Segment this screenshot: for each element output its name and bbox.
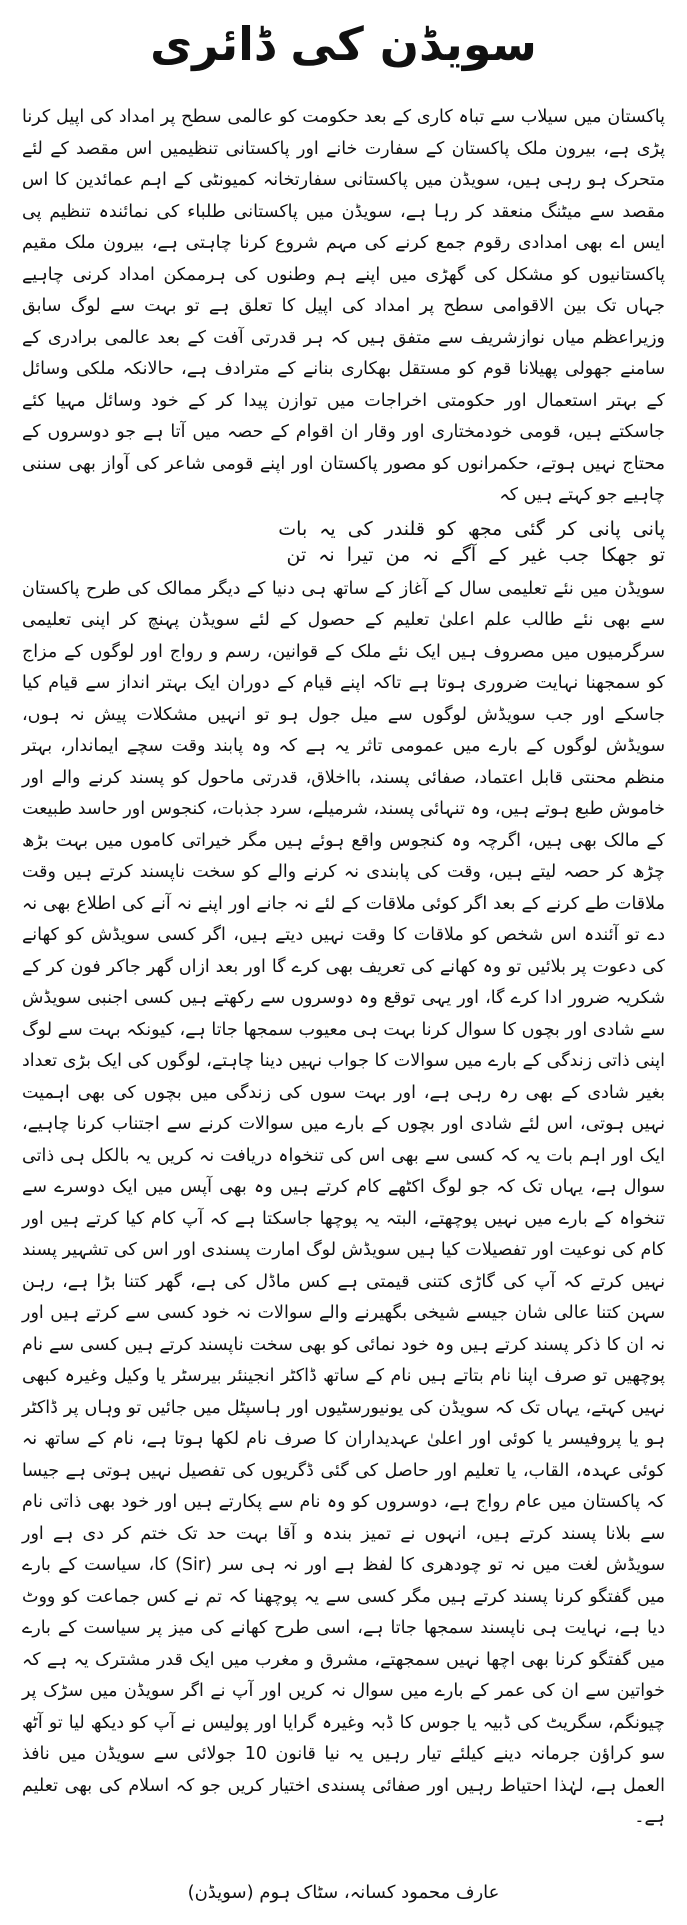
verse-line-1: پانی پانی کر گئی مجھ کو قلندر کی یہ بات xyxy=(278,517,665,540)
paragraph-flood-appeal: پاکستان میں سیلاب سے تباہ کاری کے بعد حکومت کو عالمی سطح پر امداد کی اپیل کرنا پڑی ہے، بیرون ملک پاکستان کے سفارت خانے اور پاکستانی تنظیمیں اس مقصد کے لئے متحرک ہو رہی ہیں، سویڈن میں پاکستانی سفارتخانہ کمیونٹی کے اہم عمائدین کا اس مقصد سے میٹنگ منعقد کر رہا ہے، سویڈن میں پاکستانی طلباء کی نمائندہ تنظیم پی ایس اے بھی امدادی رقوم جمع کرنے کی مہم شروع کرنا چاہتی ہے، بیرون ملک مقیم پاکستانیوں کو مشکل کی گھڑی میں اپنے ہم وطنوں کی ہرممکن امداد کرنی چاہیے جہاں تک بین الاقوامی سطح پر امداد کی اپیل کا تعلق ہے تو بہت سے لوگ سابق وزیراعظم میاں نوازشریف سے متفق ہیں کہ ہر قدرتی آفت کے بعد عالمی برادری کے سامنے جھولی پھیلانا قوم کو مستقل بھکاری بنانے کے مترادف ہے، حالانکہ ملکی وسائل کے بہتر استعمال اور حکومتی اخراجات میں توازن پیدا کر کے خود وسائل مہیا کئے جاسکتے ہیں، قومی خودمختاری اور وقار ان اقوام کے حصہ میں آتا ہے جو دوسروں کے محتاج نہیں ہوتے، حکمرانوں کو مصور پاکستان اور اپنے قومی شاعر کی آواز بھی سننی چاہیے جو کہتے ہیں کہ xyxy=(22,107,665,505)
verse-line-2: تو جھکا جب غیر کے آگے نہ من تیرا نہ تن xyxy=(286,543,665,566)
paragraph-swedish-customs: سویڈن میں نئے تعلیمی سال کے آغاز کے ساتھ ہی دنیا کے دیگر ممالک کی طرح پاکستان سے بھی نئے طالب علم اعلیٰ تعلیم کے حصول کے لئے سویڈن پہنچ کر اپنی تعلیمی سرگرمیوں میں مصروف ہیں ایک نئے ملک کے قوانین، رسم و رواج اور لوگوں کے مزاج کو سمجھنا نہایت ضروری ہوتا ہے تاکہ اپنے قیام کے دوران ایک بہتر انداز سے قیام کیا جاسکے اور جب سویڈش لوگوں سے میل جول ہو تو انہیں مشکلات پیش نہ ہوں، سویڈش لوگوں کے بارے میں عمومی تاثر یہ ہے کہ وہ پابند وقت سچے ایماندار، بہتر منظم محنتی قابل اعتماد، صفائی پسند، بااخلاق، قدرتی ماحول کو پسند کرنے والے اور خاموش طبع ہوتے ہیں، وہ تنہائی پسند، شرمیلے، سرد جذبات، کنجوس اور حاسد طبیعت کے مالک بھی ہیں، اگرچہ وہ کنجوس واقع ہوئے ہیں مگر خیراتی کاموں میں بہت بڑھ چڑھ کر حصہ لیتے ہیں، وقت کی پابندی نہ کرنے والے کو سخت ناپسند کرتے ہیں وقت ملاقات طے کرنے کے بعد اگر کوئی ملاقات کے لئے نہ جانے اور اپنے نہ آنے کی اطلاع بھی نہ دے تو آئندہ اس شخص کو ملاقات کا وقت نہیں دیتے ہیں، اگر کسی سویڈش کو کھانے کی دعوت پر بلائیں تو وہ کھانے کی تعریف بھی کرے گا اور بعد ازاں گھر جاکر فون کر کے شکریہ ضرور ادا کرے گا، اور یہی توقع وہ دوسروں سے رکھتے ہیں کسی اجنبی سویڈش سے شادی اور بچوں کا سوال کرنا بہت ہی معیوب سمجھا جاتا ہے، کیونکہ بہت سے لوگ اپنی ذاتی زندگی کے بارے میں سوالات کا جواب نہیں دینا چاہتے، لوگوں کی ایک بڑی تعداد بغیر شادی کے بھی رہ رہی ہے، اور بہت سوں کی زندگی میں بچوں کی بھی اہمیت نہیں ہوتی، اس لئے شادی اور بچوں کے بارے میں سوالات کرنے سے اجتناب کرنا چاہیے، ایک اور اہم بات یہ کہ کسی سے بھی اس کی تنخواہ دریافت نہ کریں یہ بالکل ہی ذاتی سوال ہے، یہاں تک کہ جو لوگ اکٹھے کام کرتے ہیں وہ بھی آپس میں ایک دوسرے سے تنخواہ کے بارے میں نہیں پوچھتے، البتہ یہ پوچھا جاسکتا ہے کہ آپ کام کیا کرتے ہیں اور کام کی نوعیت اور تفصیلات کیا ہیں سویڈش لوگ امارت پسندی اور اس کی تشہیر پسند نہیں کرتے کہ آپ کی گاڑی کتنی قیمتی ہے کس ماڈل کی ہے، گھر کتنا بڑا ہے، رہن سہن کتنا عالی شان جیسے شیخی بگھیرنے والے سوالات نہ خود کسی سے کرتے ہیں اور نہ ان کا ذکر پسند کرتے ہیں وہ خود نمائی کو بھی سخت ناپسند کرتے ہیں کسی سے نام پوچھیں تو صرف اپنا نام بتاتے ہیں نام کے ساتھ ڈاکٹر انجینئر بیرسٹر یا وکیل وغیرہ کبھی نہیں کہتے، یہاں تک کہ سویڈن کی یونیورسٹیوں اور ہاسپٹل میں جائیں تو وہاں پر ڈاکٹر ہو یا پروفیسر یا کوئی اور اعلیٰ عہدیداران کا صرف نام لکھا ہوتا ہے، نام کے ساتھ نہ کوئی عہدہ، القاب، یا تعلیم اور حاصل کی گئی ڈگریوں کی تفصیل نہیں ہوتی ہے جیسا کہ پاکستان میں عام رواج ہے، دوسروں کو وہ نام سے پکارتے ہیں اور خود بھی ذاتی نام سے بلانا پسند کرتے ہیں، انہوں نے تمیز بندہ و آقا بہت حد تک ختم کر دی ہے اور سویڈش لغت میں نہ تو چودھری کا لفظ ہے اور نہ ہی سر (Sir) کا، سیاست کے بارے میں گفتگو کرنا پسند کرتے ہیں مگر کسی سے یہ پوچھنا کہ تم نے کس جماعت کو ووٹ دیا ہے، نہایت ہی ناپسند سمجھا جاتا ہے، اسی طرح کھانے کی میز پر سیاست کے بارے میں گفتگو کرنا بھی اچھا نہیں سمجھتے، مشرق و مغرب میں ایک قدر مشترک یہ ہے کہ خواتین سے ان کی عمر کے بارے میں سوال نہ کریں اور آپ نے اگر سویڈن میں سڑک پر چیونگم، سگریٹ کی ڈبیہ یا جوس کا ڈبہ وغیرہ گرایا اور پولیس نے آپ کو دیکھ لیا تو آٹھ سو کراؤن جرمانہ دینے کیلئے تیار رہیں یہ نیا قانون 10 جولائی سے سویڈن میں نافذ العمل ہے، لہٰذا احتیاط رہیں اور صفائی پسندی اختیار کریں جو کہ اسلام کی بھی تعلیم ہے۔ xyxy=(22,578,665,1827)
article-body xyxy=(22,102,665,1834)
author-signature: عارف محمود کسانہ، سٹاک ہوم (سویڈن) xyxy=(187,1882,500,1903)
poetry-verse xyxy=(22,516,665,568)
article-title: سویڈن کی ڈائری xyxy=(150,17,537,71)
